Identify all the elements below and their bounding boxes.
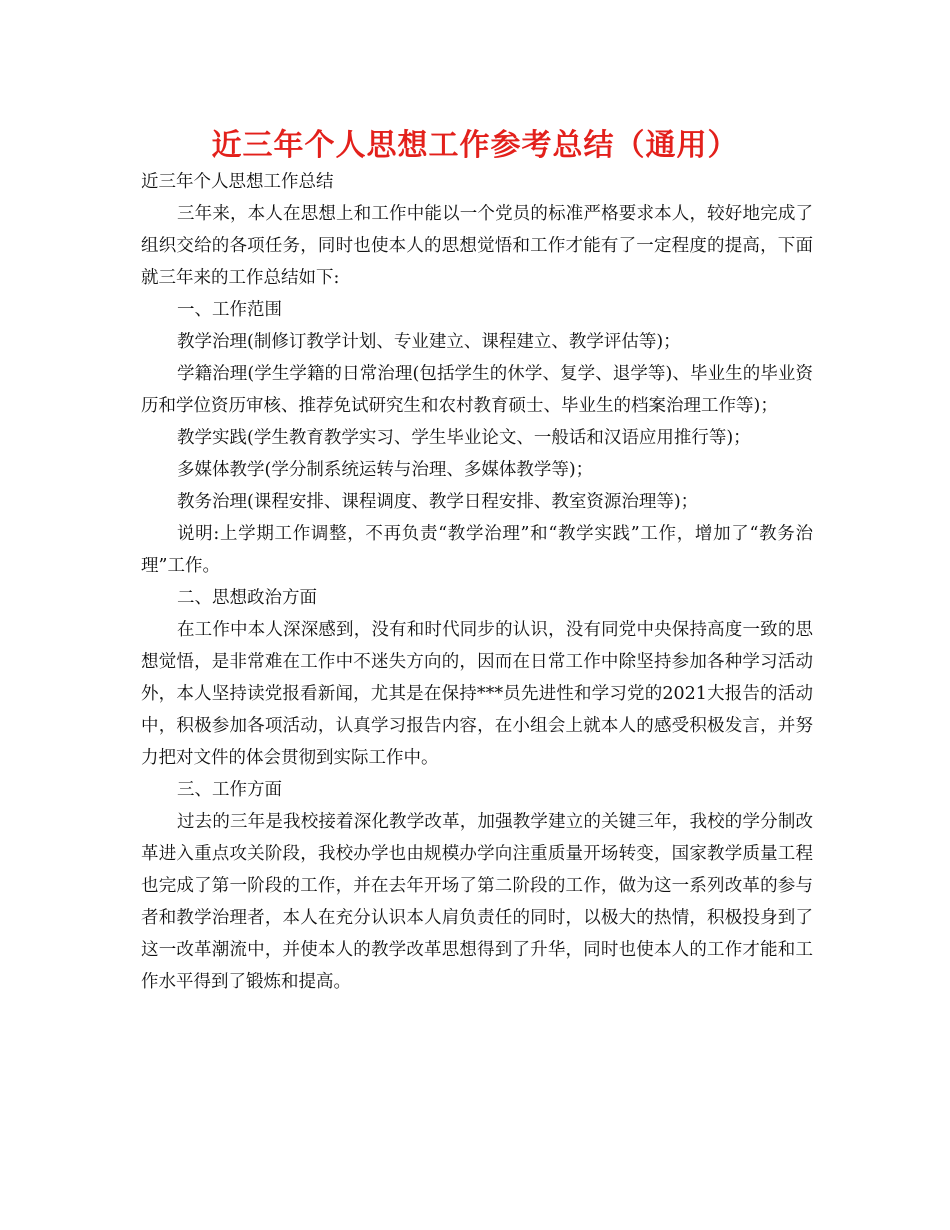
subtitle-paragraph: 近三年个人思想工作总结: [141, 172, 334, 192]
work-paragraph: 过去的三年是我校接着深化教学改革，加强教学建立的关键三年，我校的学分制改革进入重点攻关阶段，我校办学也由规模办学向注重质量开场转变，国家教学质量工程也完成了第一阶段的工作，并在去年开场了第二阶段的工作，做为这一系列改革的参与者和教学治理者，本人在充分认识本人肩负责任的同时，以极大的热情，积极投身到了这一改革潮流中，并使本人的教学改革思想得到了升华，同时也使本人的工作才能和工作水平得到了锻炼和提高。: [141, 812, 813, 992]
intro-paragraph: 三年来，本人在思想上和工作中能以一个党员的标准严格要求本人，较好地完成了组织交给的各项任务，同时也使本人的思想觉悟和工作才能有了一定程度的提高，下面就三年来的工作总结如下:: [141, 204, 813, 288]
scope-item-student-records: 学籍治理(学生学籍的日常治理(包括学生的休学、复学、退学等)、毕业生的毕业资历和学位资历审核、推荐免试研究生和农村教育硕士、毕业生的档案治理工作等)；: [141, 364, 813, 416]
section-heading-work: 三、工作方面: [177, 780, 282, 800]
scope-note-paragraph: 说明:上学期工作调整，不再负责“教学治理”和“教学实践”工作，增加了“教务治理”工作。: [141, 524, 813, 576]
scope-item-teaching-practice: 教学实践(学生教育教学实习、学生毕业论文、一般话和汉语应用推行等)；: [177, 428, 751, 448]
document-body: [141, 166, 813, 998]
document-title: 近三年个人思想工作参考总结（通用）: [211, 128, 739, 163]
scope-item-academic-affairs: 教务治理(课程安排、课程调度、教学日程安排、教室资源治理等)；: [177, 492, 699, 512]
section-heading-work-scope: 一、工作范围: [177, 300, 282, 320]
scope-item-multimedia: 多媒体教学(学分制系统运转与治理、多媒体教学等)；: [177, 460, 594, 480]
political-paragraph: 在工作中本人深深感到，没有和时代同步的认识，没有同党中央保持高度一致的思想觉悟，是非常难在工作中不迷失方向的，因而在日常工作中除坚持参加各种学习活动外，本人坚持读党报看新闻，尤其是在保持***员先进性和学习党的2021大报告的活动中，积极参加各项活动，认真学习报告内容，在小组会上就本人的感受积极发言，并努力把对文件的体会贯彻到实际工作中。: [141, 620, 813, 768]
scope-item-teaching-management: 教学治理(制修订教学计划、专业建立、课程建立、教学评估等)；: [177, 332, 681, 352]
section-heading-political: 二、思想政治方面: [177, 588, 317, 608]
